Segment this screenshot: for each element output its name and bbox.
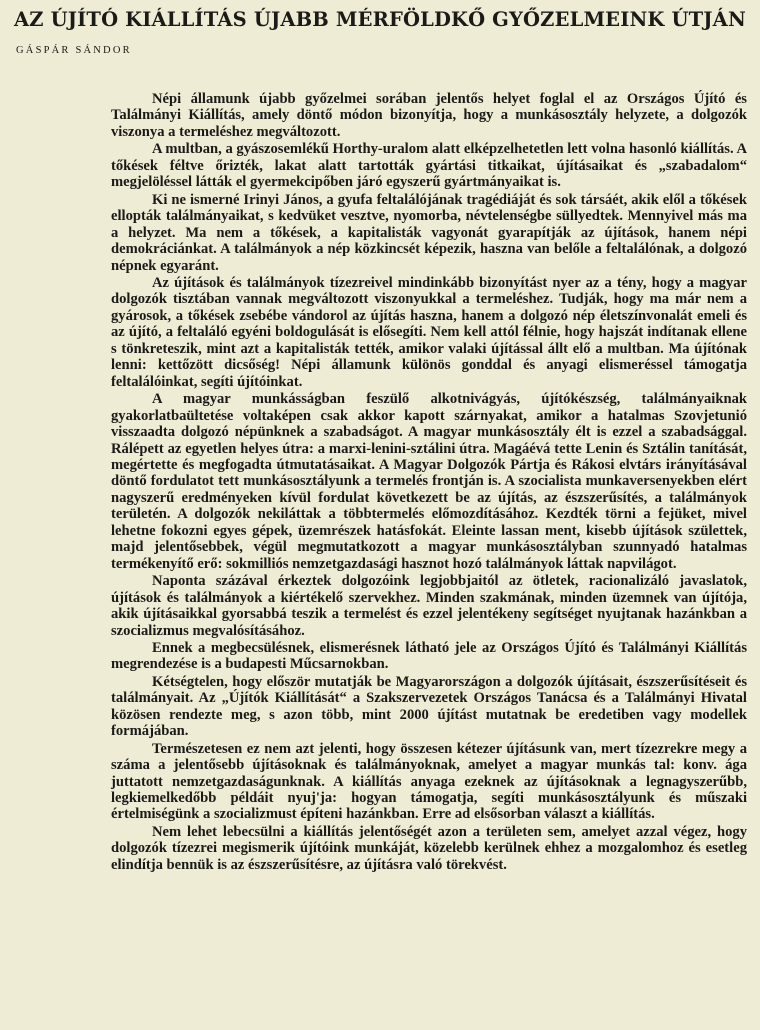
article-paragraph: Naponta százával érkeztek dolgozóink legjobbjaitól az ötletek, racionalizáló javaslatok, újítások és találmányok a kiértékelő szervekhez. Minden szakmának, minden üzemnek van újítója, akik újításaikkal gyorsabbá teszik a termelést és ezzel jelentékeny segítséget nyujtanak hazánkban a szocializmus megvalósításához. bbox=[111, 573, 747, 639]
article-paragraph: Ki ne ismerné Irinyi János, a gyufa feltalálójának tragédiáját és sok társáét, akik elől a tőkések ellopták találmányaikat, s kedvüket vesztve, nyomorba, névtelenségbe süllyedtek. Mennyivel más ma a helyzet. Ma nem a tőkések, a kapitalisták vagyonát gyarapítják az újítások, hanem népi demokráciánkat. A találmányok a nép közkincsét képezik, haszna van belőle a feltalálónak, a dolgozó népnek egyaránt. bbox=[111, 191, 747, 274]
article-body bbox=[111, 91, 747, 873]
article-author: GÁSPÁR SÁNDOR bbox=[16, 45, 132, 56]
article-title: AZ ÚJÍTÓ KIÁLLÍTÁS ÚJABB MÉRFÖLDKŐ GYŐZELMEINK ÚTJÁN bbox=[14, 8, 746, 31]
article-paragraph: Népi államunk újabb győzelmei sorában jelentős helyet foglal el az Országos Újító és Találmányi Kiállítás, amely döntő módon bizonyítja, hogy a munkásosztály helyzete, a dolgozók viszonya a termeléshez megváltozott. bbox=[111, 91, 747, 140]
article-paragraph: Az újítások és találmányok tízezreivel mindinkább bizonyítást nyer az a tény, hogy a magyar dolgozók tisztában vannak megváltozott viszonyukkal a termeléshez. Tudják, hogy ma már nem a gyárosok, a tőkések zsebébe vándorol az újítás haszna, hanem a dolgozó nép életszínvonalát emeli és az újító, a feltaláló egyéni boldogulását is elősegíti. Nem kell attól félnie, hogy hajszát indítanak ellene s tönkreteszik, mint azt a kapitalisták tették, amikor valaki újítással állt elő a multban. Ma újítónak lenni: kettőzött dicsőség! Népi államunk különös gonddal és anyagi elismeréssel támogatja feltalálóinkat, segíti újítóinkat. bbox=[111, 274, 747, 390]
article-paragraph: Természetesen ez nem azt jelenti, hogy összesen kétezer újításunk van, mert tízezrekre megy a száma a jelentősebb újításoknak és találmányoknak, amelyet a magyar munkás tal: konv. ága juttatott nemzetgazdaságunknak. A kiállítás anyaga ezeknek az újításoknak a legnagyszerűbb, legkiemelkedőbb példáit nyuj'ja: hogyan támogatja, segíti munkásosztályunk és műszaki értelmiségünk a szocializmust építeni hazánkban. Erre ad elsősorban választ a kiállítás. bbox=[111, 740, 747, 823]
article-paragraph: Kétségtelen, hogy először mutatják be Magyarországon a dolgozók újításait, észszerűsítéseit és találmányait. Az „Újítók Kiállítását“ a Szakszervezetek Országos Tanácsa és a Találmányi Hivatal közösen rendezte meg, s azon több, mint 2000 újítást mutatnak be eredetiben vagy modellek formájában. bbox=[111, 673, 747, 740]
article-paragraph: A magyar munkásságban feszülő alkotnivágyás, újítókészség, találmányaiknak gyakorlatbaültetése voltaképen csak akkor kapott szárnyakat, amikor a hatalmas Szovjetunió visszaadta dolgozó népünknek a szabadságot. A magyar munkásosztály élt is ezzel a szabadsággal. Rálépett az egyetlen helyes útra: a marxi-lenini-sztálini útra. Magáévá tette Lenin és Sztálin tanítását, megértette és megfogadta útmutatásaikat. A Magyar Dolgozók Pártja és Rákosi elvtárs irányításával döntő fordulatot tett munkásosztályunk a termelés frontján is. A szocialista munkaversenyekben elért nagyszerű eredményeken kívül fordulat következett be az újítás, az észszerűsítés, a találmányok területén. A dolgozók nekiláttak a többtermelés előmozdításához. Kezdték törni a fejüket, mivel lehetne fokozni egyes gépek, üzemrészek hatásfokát. Eleinte lassan ment, kisebb újítások születtek, majd jelentősebbek, végül megmutatkozott a magyar munkásosztályban szunnyadó hatalmas termékenyítő erő: sokmilliós nemzetgazdasági hasznot hozó találmányok láttak napvilágot. bbox=[111, 391, 747, 572]
article-paragraph: Nem lehet lebecsülni a kiállítás jelentőségét azon a területen sem, amelyet azzal végez, hogy dolgozók tízezrei megismerik újítóink munkáját, közelebb kerülnek ehhez a mozgalomhoz és esetleg elindítja bennük is az észszerűsítésre, az újításra való törekvést. bbox=[111, 823, 747, 873]
article-paragraph: Ennek a megbecsülésnek, elismerésnek látható jele az Országos Újító és Találmányi Kiállítás megrendezése is a budapesti Műcsarnokban. bbox=[111, 639, 747, 673]
article-paragraph: A multban, a gyászosemlékű Horthy-uralom alatt elképzelhetetlen lett volna hasonló kiállítás. A tőkések féltve őrizték, lakat alatt tartották gyártási titkaikat, újításaikat és „szabadalom“ megjelöléssel látták el gyermekcipőben járó egyszerű gyártmányaikat is. bbox=[111, 141, 747, 191]
